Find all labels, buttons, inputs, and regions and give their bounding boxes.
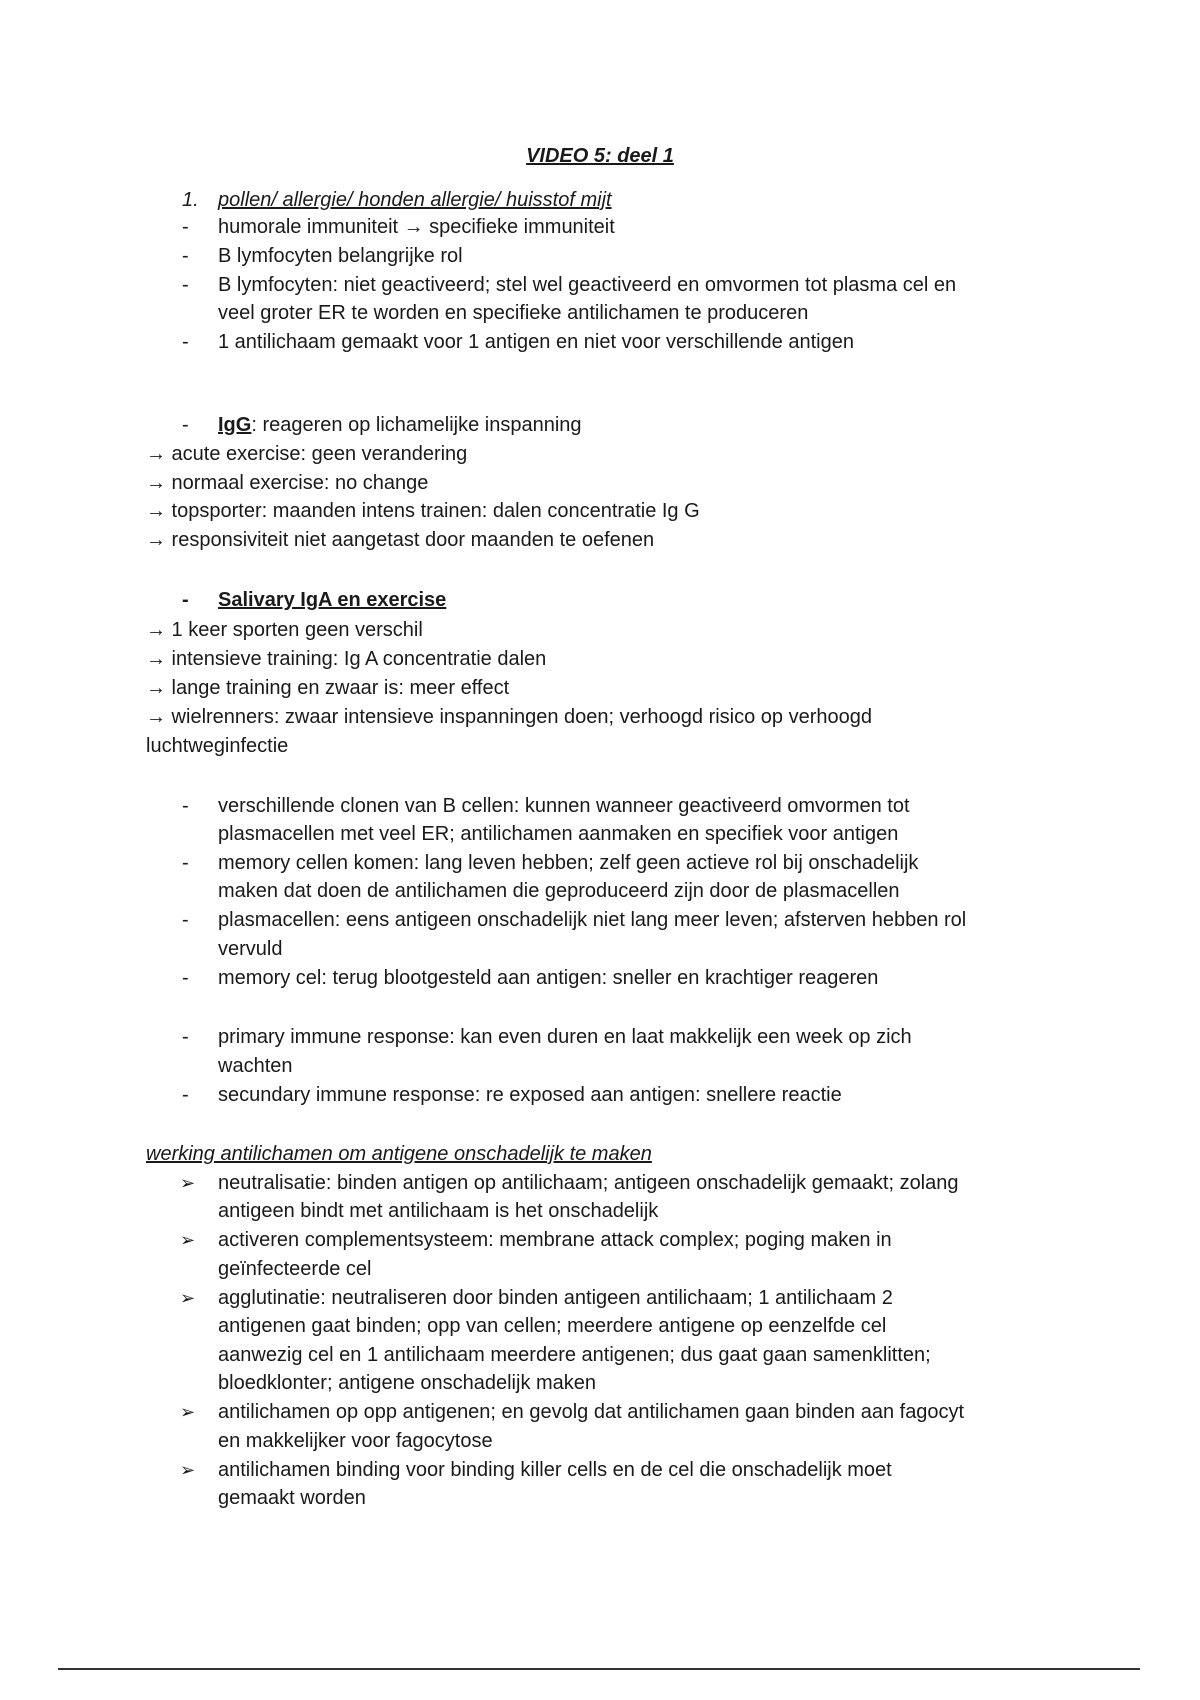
arrowhead-bullet-icon: ➢ [180, 1230, 196, 1250]
werking-item: activeren complementsysteem: membrane attack complex; poging maken in [218, 1229, 892, 1251]
bullet-dash: - [182, 852, 189, 874]
werking-item-continued: antigenen gaat binden; opp van cellen; meerdere antigene op eenzelfde cel [218, 1315, 887, 1337]
footer-divider [58, 1668, 1140, 1670]
numbered-item-text: pollen/ allergie/ honden allergie/ huisstof mijt [218, 189, 612, 211]
bullet-text: primary immune response: kan even duren en laat makkelijk een week op zich [218, 1026, 912, 1048]
bullet-text: B lymfocyten belangrijke rol [218, 245, 463, 267]
bullet-text: B lymfocyten: niet geactiveerd; stel wel geactiveerd en omvormen tot plasma cel en [218, 274, 957, 296]
werking-item: agglutinatie: neutraliseren door binden antigeen antilichaam; 1 antilichaam 2 [218, 1287, 893, 1309]
bullet-dash: - [182, 216, 189, 238]
werking-item-continued: en makkelijker voor fagocytose [218, 1430, 493, 1452]
page-title: VIDEO 5: deel 1 [526, 145, 674, 167]
arrow-line: → normaal exercise: no change [146, 472, 429, 494]
arrow-line: → lange training en zwaar is: meer effect [146, 677, 510, 699]
igg-label: IgG [218, 414, 252, 436]
bullet-dash: - [182, 274, 189, 296]
bullet-text: secundary immune response: re exposed aan antigen: snellere reactie [218, 1084, 842, 1106]
bullet-dash: - [182, 245, 189, 267]
werking-item-continued: bloedklonter; antigene onschadelijk maken [218, 1372, 597, 1394]
bullet-text: plasmacellen: eens antigeen onschadelijk niet lang meer leven; afsterven hebben rol [218, 909, 967, 931]
werking-item-continued: aanwezig cel en 1 antilichaam meerdere antigenen; dus gaat gaan samenklitten; [218, 1344, 931, 1366]
bullet-text: 1 antilichaam gemaakt voor 1 antigen en niet voor verschillende antigen [218, 331, 854, 353]
arrow-line: → wielrenners: zwaar intensieve inspanningen doen; verhoogd risico op verhoogd [146, 706, 872, 728]
bullet-dash: - [182, 331, 189, 353]
bullet-dash: - [182, 795, 189, 817]
igg-description: : reageren op lichamelijke inspanning [251, 414, 582, 436]
werking-item-continued: antigeen bindt met antilichaam is het onschadelijk [218, 1200, 659, 1222]
arrow-line: → acute exercise: geen verandering [146, 443, 468, 465]
bullet-text: humorale immuniteit → specifieke immuniteit [218, 216, 615, 238]
igg-line [218, 411, 1098, 440]
arrow-line-continued: luchtweginfectie [146, 735, 289, 757]
arrowhead-bullet-icon: ➢ [180, 1288, 196, 1308]
iga-heading: Salivary IgA en exercise [218, 589, 447, 611]
bullet-text-continued: plasmacellen met veel ER; antilichamen aanmaken en specifiek voor antigen [218, 823, 899, 845]
bullet-text: verschillende clonen van B cellen: kunnen wanneer geactiveerd omvormen tot [218, 795, 910, 817]
werking-item-continued: geïnfecteerde cel [218, 1258, 372, 1280]
bullet-dash: - [182, 967, 189, 989]
bullet-text: memory cel: terug blootgesteld aan antigen: sneller en krachtiger reageren [218, 967, 879, 989]
bullet-text: memory cellen komen: lang leven hebben; zelf geen actieve rol bij onschadelijk [218, 852, 919, 874]
arrow-line: → responsiviteit niet aangetast door maanden te oefenen [146, 529, 655, 551]
bullet-dash: - [182, 1026, 189, 1048]
bullet-text-continued: veel groter ER te worden en specifieke antilichamen te produceren [218, 302, 809, 324]
arrowhead-bullet-icon: ➢ [180, 1173, 196, 1193]
bullet-text-continued: vervuld [218, 938, 283, 960]
werking-item: antilichamen binding voor binding killer cells en de cel die onschadelijk moet [218, 1459, 892, 1481]
werking-item: neutralisatie: binden antigen op antilichaam; antigeen onschadelijk gemaakt; zolang [218, 1172, 959, 1194]
arrowhead-bullet-icon: ➢ [180, 1460, 196, 1480]
arrow-line: → 1 keer sporten geen verschil [146, 619, 423, 641]
bullet-dash: - [182, 589, 189, 611]
arrow-line: → topsporter: maanden intens trainen: dalen concentratie Ig G [146, 500, 700, 522]
bullet-text-continued: wachten [218, 1055, 293, 1077]
numbered-marker: 1. [182, 189, 199, 211]
bullet-text-continued: maken dat doen de antilichamen die geproduceerd zijn door de plasmacellen [218, 880, 900, 902]
bullet-dash: - [182, 1084, 189, 1106]
werking-item: antilichamen op opp antigenen; en gevolg dat antilichamen gaan binden aan fagocyt [218, 1401, 965, 1423]
werking-item-continued: gemaakt worden [218, 1487, 366, 1509]
arrow-line: → intensieve training: Ig A concentratie dalen [146, 648, 547, 670]
arrowhead-bullet-icon: ➢ [180, 1402, 196, 1422]
werking-heading: werking antilichamen om antigene onschadelijk te maken [146, 1143, 652, 1165]
bullet-dash: - [182, 414, 189, 436]
bullet-dash: - [182, 909, 189, 931]
